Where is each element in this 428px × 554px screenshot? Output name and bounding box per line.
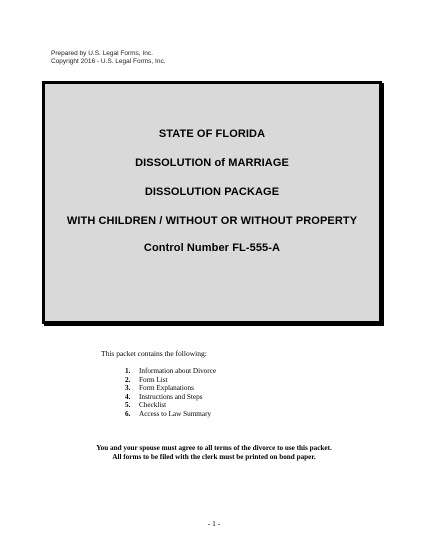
item-label: Information about Divorce	[139, 367, 217, 375]
list-item	[125, 410, 216, 419]
item-number: 6.	[125, 409, 131, 418]
list-item	[125, 367, 216, 376]
item-number: 1.	[125, 367, 131, 375]
prepared-by-block	[51, 50, 166, 66]
item-number: 5.	[125, 401, 131, 410]
cover-control-number: Control Number FL-555-A	[143, 242, 281, 254]
notice-line-1: You and your spouse must agree to all terms of the divorce to use this packet.	[96, 444, 332, 452]
item-label: Form List	[139, 375, 168, 384]
item-label: Instructions and Steps	[139, 392, 203, 401]
copyright-text: Copyright 2016 - U.S. Legal Forms, Inc.	[51, 58, 166, 65]
cover-package: DISSOLUTION PACKAGE	[144, 186, 280, 198]
list-item	[125, 401, 216, 410]
list-item	[125, 376, 216, 385]
agreement-notice	[0, 444, 428, 462]
page-number: - 1 -	[207, 519, 221, 528]
cover-case-type: DISSOLUTION of MARRIAGE	[135, 157, 289, 169]
notice-line-2: All forms to be filed with the clerk must be printed on bond paper.	[112, 453, 316, 461]
item-label: Form Explanations	[139, 384, 194, 393]
contents-list	[125, 367, 216, 419]
cover-title-box	[42, 81, 382, 324]
item-number: 2.	[125, 375, 131, 384]
list-item	[125, 393, 216, 402]
item-number: 3.	[125, 384, 131, 393]
item-label: Checklist	[139, 401, 167, 410]
contents-intro: This packet contains the following:	[101, 349, 207, 358]
cover-scope: WITH CHILDREN / WITHOUT OR WITHOUT PROPERTY	[66, 215, 358, 227]
prepared-by-text: Prepared by U.S. Legal Forms, Inc.	[51, 50, 153, 57]
item-label: Access to Law Summary	[139, 409, 212, 418]
item-number: 4.	[125, 392, 131, 401]
cover-state: STATE OF FLORIDA	[158, 128, 266, 140]
list-item	[125, 384, 216, 393]
